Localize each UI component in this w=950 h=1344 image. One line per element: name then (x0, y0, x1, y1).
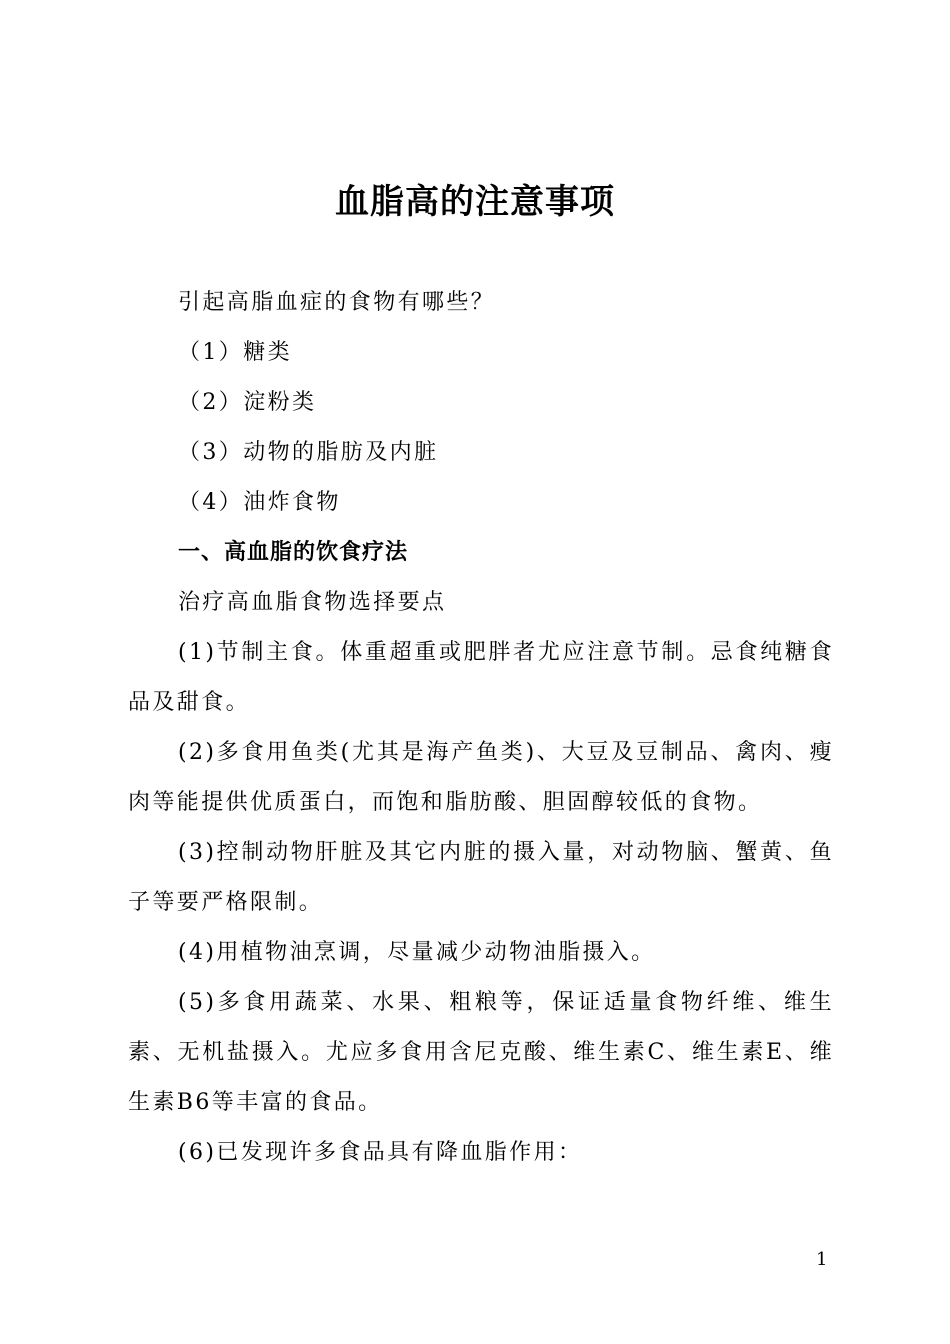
paragraph-selection-points: 治疗高血脂食物选择要点 (178, 590, 447, 615)
paragraph-point-4: (4)用植物油烹调，尽量减少动物油脂摄入。 (178, 940, 656, 965)
list-item-animal-fat: （3）动物的脂肪及内脏 (178, 440, 439, 465)
page-number: 1 (816, 1249, 828, 1270)
list-item-sugar: （1）糖类 (178, 340, 292, 365)
paragraph-question: 引起高脂血症的食物有哪些？ (178, 290, 496, 315)
paragraph-point-5: (5)多食用蔬菜、水果、粗粮等，保证适量食物纤维、维生素、无机盐摄入。尤应多食用含尼克酸、维生素C、维生素E、维生素B6等丰富的食品。 (128, 990, 834, 1115)
list-item-fried-food: （4）油炸食物 (178, 490, 341, 515)
list-item-starch: （2）淀粉类 (178, 390, 317, 415)
document-title: 血脂高的注意事项 (335, 182, 615, 222)
paragraph-point-1: (1)节制主食。体重超重或肥胖者尤应注意节制。忌食纯糖食品及甜食。 (128, 640, 834, 715)
paragraph-point-6: (6)已发现许多食品具有降血脂作用： (178, 1140, 583, 1165)
paragraph-point-3: (3)控制动物肝脏及其它内脏的摄入量，对动物脑、蟹黄、鱼子等要严格限制。 (128, 840, 834, 915)
section-heading-diet-therapy: 一、高血脂的饮食疗法 (178, 540, 409, 565)
paragraph-point-2: (2)多食用鱼类(尤其是海产鱼类)、大豆及豆制品、禽肉、瘦肉等能提供优质蛋白，而饱和脂肪酸、胆固醇较低的食物。 (128, 740, 834, 815)
